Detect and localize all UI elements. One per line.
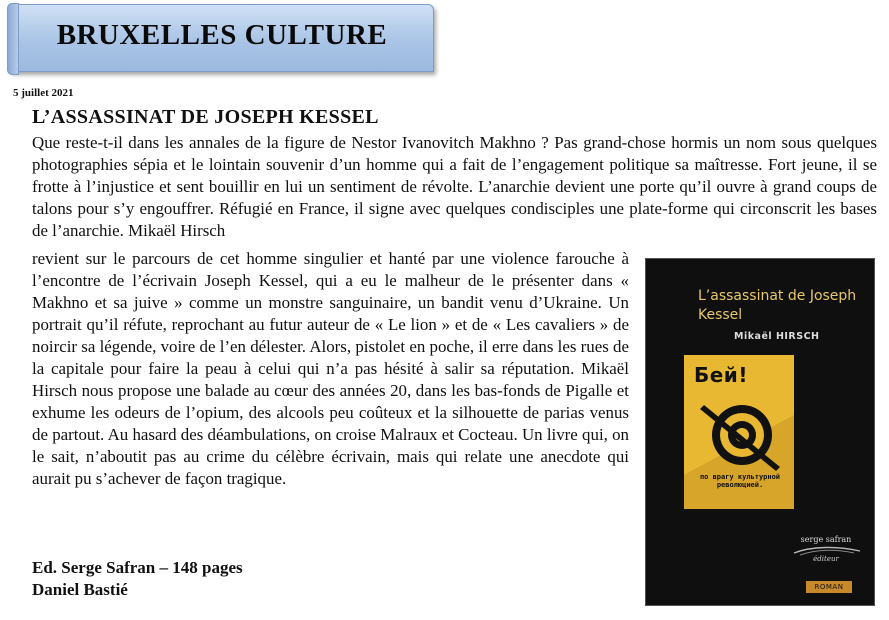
article-date: 5 juillet 2021 xyxy=(13,87,74,99)
cover-publisher-sub: éditeur xyxy=(813,555,839,563)
article-headline: L’ASSASSINAT DE JOSEPH KESSEL xyxy=(32,106,379,128)
article-paragraph-top: Que reste-t-il dans les annales de la figure de Nestor Ivanovitch Makhno ? Pas grand-chose hormis un nom sous quelques photographies sépia et le lointain souvenir d’un homme qui a fait de l’engagement politique sa maîtresse. Fort jeune, il se frotte à l’injustice et sent bouillir en lui un sentiment de révolte. L’anarchie devient une porte qu’il ouvre à grand coups de talons pour s’y engouffrer. Réfugié en France, il signe avec quelques condisciples une plate-forme qui circonscrit les bases de l’anarchie. Mikaël Hirsch xyxy=(32,133,877,240)
author-credit: Daniel Bastié xyxy=(32,580,128,599)
book-cover-title: L’assassinat de Joseph Kessel xyxy=(698,288,857,323)
publisher-credit: Ed. Serge Safran – 148 pages xyxy=(32,558,243,577)
masthead-banner xyxy=(10,4,434,72)
masthead-title: BRUXELLES CULTURE xyxy=(56,19,388,51)
cover-genre-badge: ROMAN xyxy=(806,581,852,593)
book-cover-author: Mikaël HIRSCH xyxy=(734,331,820,342)
poster-caption: по врагу культурной революцией. xyxy=(699,473,781,489)
cover-poster-illustration xyxy=(684,355,794,509)
article-paragraph-side: revient sur le parcours de cet homme singulier et hanté par une violence farouche à l’encontre de l’écrivain Joseph Kessel, qui a eu le malheur de le présenter dans « Makhno et sa juive » comme un monstre sanguinaire, un bandit venu d’Ukraine. Un portrait qu’il réfute, reprochant au futur auteur de « Le lion » et de « Les cavaliers » de noircir sa légende, voire de l’en délester. Alors, pistolet en poche, il erre dans les rues de la capitale pour faire la peau à celui qui n’a pas hésité à salir sa réputation. Mikaël Hirsch nous propose une balade au cœur des années 20, dans les bas-fonds de Pigalle et exhume les odeurs de l’opium, des alcools peu coûteux et la silhouette de parias venus de partout. Au hasard des déambulations, on croise Malraux et Cocteau. Un livre qui, on le sait, n’aboutit pas au crime du célèbre écrivain, mais qui relate une anecdote qui aurait pu s’achever de façon tragique. xyxy=(32,249,629,488)
book-cover-image xyxy=(645,258,875,606)
cover-publisher: serge safran xyxy=(800,535,852,544)
poster-slogan: Бей! xyxy=(694,363,748,387)
